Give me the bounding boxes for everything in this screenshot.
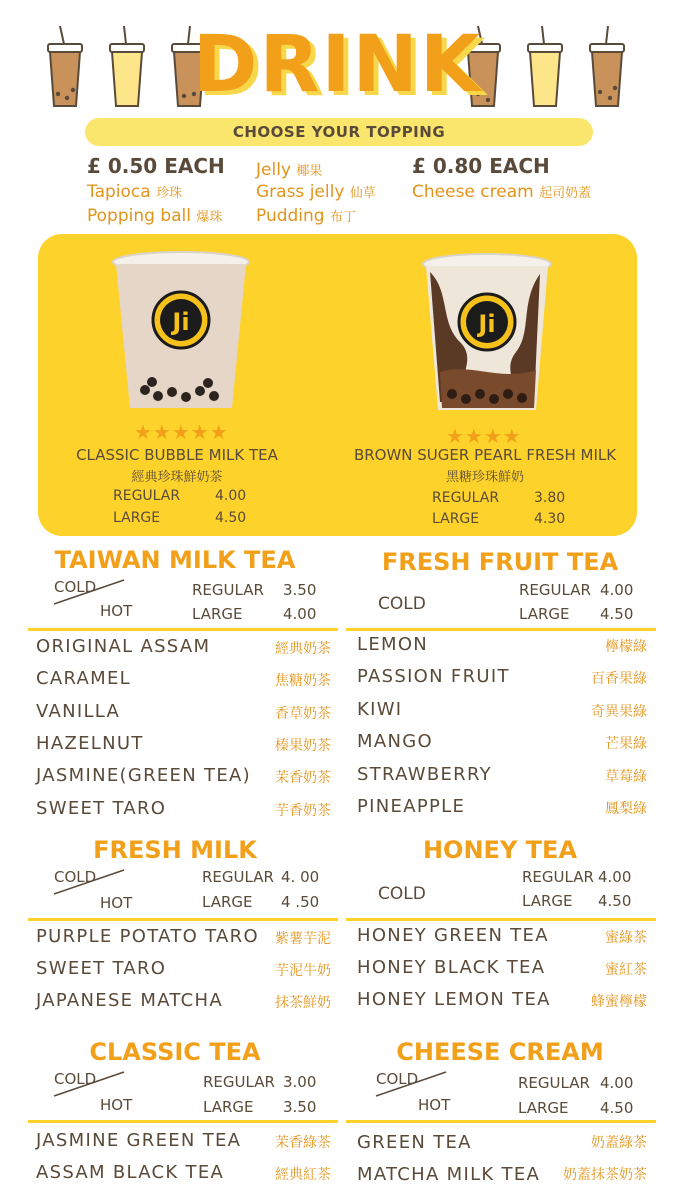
regular-label: REGULAR — [522, 868, 594, 886]
divider — [346, 1120, 656, 1123]
topping-item: Pudding 布丁 — [256, 206, 357, 226]
cup-logo: Ji — [172, 308, 190, 336]
regular-label: REGULAR — [432, 490, 500, 506]
section-title: CHEESE CREAM — [396, 1038, 604, 1066]
menu-item: MANGO — [357, 731, 433, 752]
menu-item-zh: 榛果奶茶 — [275, 738, 331, 754]
regular-label: REGULAR — [113, 488, 181, 504]
topping-item: Cheese cream 起司奶蓋 — [412, 182, 592, 202]
regular-label: REGULAR — [519, 581, 591, 599]
hot-label: HOT — [418, 1096, 451, 1114]
menu-item-zh: 紫薯芋泥 — [275, 931, 331, 947]
cold-label: COLD — [54, 578, 97, 596]
regular-price: 4.00 — [600, 1074, 634, 1092]
menu-item-zh: 百香果綠 — [591, 671, 647, 687]
large-price: 4.30 — [534, 511, 566, 527]
menu-item-zh: 鳳梨綠 — [605, 801, 647, 817]
regular-price: 3.00 — [283, 1073, 317, 1091]
large-price: 4.50 — [598, 892, 632, 910]
menu-item: GREEN TEA — [357, 1132, 472, 1153]
menu-item-zh: 芒果綠 — [605, 736, 647, 752]
regular-label: REGULAR — [192, 581, 264, 599]
menu-item: VANILLA — [36, 701, 121, 722]
cold-label: COLD — [378, 594, 426, 614]
hot-label: HOT — [100, 894, 133, 912]
cup-logo: Ji — [478, 310, 496, 338]
menu-item-zh: 蜜紅茶 — [605, 962, 647, 978]
menu-item-zh: 奶蓋綠茶 — [591, 1135, 647, 1151]
large-price: 4.50 — [600, 605, 634, 623]
cold-label: COLD — [54, 1070, 97, 1088]
menu-item: PURPLE POTATO TARO — [36, 926, 259, 947]
menu-item: HONEY BLACK TEA — [357, 957, 546, 978]
large-price: 4.00 — [283, 605, 317, 623]
menu-item-zh: 經典紅茶 — [275, 1167, 331, 1183]
menu-item-zh: 草莓綠 — [605, 769, 647, 785]
regular-label: REGULAR — [203, 1073, 275, 1091]
section-title: HONEY TEA — [422, 836, 578, 864]
menu-item: SWEET TARO — [36, 958, 167, 979]
brown-sugar-milk-image — [420, 252, 554, 417]
menu-item-zh: 奶蓋抹茶奶茶 — [563, 1167, 647, 1183]
featured-name-zh: 黑糖珍珠鮮奶 — [445, 470, 524, 485]
menu-item: HONEY GREEN TEA — [357, 925, 549, 946]
topping-item: Grass jelly 仙草 — [256, 182, 376, 202]
divider — [28, 1120, 338, 1123]
regular-price: 4.00 — [598, 868, 632, 886]
menu-item: HAZELNUT — [36, 733, 144, 754]
regular-label: REGULAR — [202, 868, 274, 886]
menu-item: MATCHA MILK TEA — [357, 1164, 541, 1185]
divider — [28, 918, 338, 921]
hot-label: HOT — [100, 1096, 133, 1114]
large-label: LARGE — [113, 510, 161, 526]
menu-item: PASSION FRUIT — [357, 666, 510, 687]
large-label: LARGE — [522, 892, 573, 910]
menu-item-zh: 焦糖奶茶 — [275, 673, 331, 689]
menu-item-zh: 茉香奶茶 — [275, 770, 331, 786]
large-label: LARGE — [519, 605, 570, 623]
topping-price-050: £ 0.50 EACH — [87, 154, 225, 178]
topping-price-080: £ 0.80 EACH — [412, 154, 550, 178]
menu-item: STRAWBERRY — [357, 764, 492, 785]
large-label: LARGE — [432, 511, 480, 527]
topping-item: Jelly 椰果 — [256, 160, 323, 180]
rating-stars: ★★★★★ — [134, 420, 229, 444]
menu-item-zh: 芋泥牛奶 — [275, 963, 331, 979]
section-title: FRESH MILK — [93, 836, 257, 864]
large-label: LARGE — [518, 1099, 569, 1117]
large-price: 4 .50 — [281, 893, 320, 911]
cold-label: COLD — [54, 868, 97, 886]
divider — [346, 628, 656, 631]
cold-label: COLD — [376, 1070, 419, 1088]
menu-item: JASMINE(GREEN TEA) — [36, 765, 251, 786]
section-title: CLASSIC TEA — [89, 1038, 261, 1066]
menu-item-zh: 經典奶茶 — [275, 641, 331, 657]
menu-item: ORIGINAL ASSAM — [36, 636, 211, 657]
menu-item-zh: 香草奶茶 — [275, 706, 331, 722]
regular-label: REGULAR — [518, 1074, 590, 1092]
menu-item-zh: 奇異果綠 — [591, 704, 647, 720]
menu-item-zh: 蜂蜜檸檬 — [591, 994, 647, 1010]
divider — [28, 628, 338, 631]
large-price: 4.50 — [600, 1099, 634, 1117]
menu-item-zh: 茉香綠茶 — [275, 1135, 331, 1151]
rating-stars: ★★★★ — [446, 424, 522, 448]
bubble-milk-tea-image — [110, 250, 252, 415]
menu-item: JAPANESE MATCHA — [36, 990, 223, 1011]
menu-item: CARAMEL — [36, 668, 132, 689]
menu-item: PINEAPPLE — [357, 796, 466, 817]
topping-item: Popping ball 爆珠 — [87, 206, 223, 226]
large-price: 3.50 — [283, 1098, 317, 1116]
regular-price: 4. 00 — [281, 868, 320, 886]
large-label: LARGE — [202, 893, 253, 911]
large-price: 4.50 — [215, 510, 247, 526]
topping-banner: CHOOSE YOUR TOPPING — [85, 118, 593, 146]
large-label: LARGE — [192, 605, 243, 623]
menu-item: HONEY LEMON TEA — [357, 989, 551, 1010]
menu-item-zh: 芋香奶茶 — [275, 803, 331, 819]
regular-price: 3.80 — [534, 490, 566, 506]
divider — [346, 918, 656, 921]
large-label: LARGE — [203, 1098, 254, 1116]
menu-item: KIWI — [357, 699, 403, 720]
featured-name: CLASSIC BUBBLE MILK TEA — [76, 446, 278, 464]
featured-name-zh: 經典珍珠鮮奶茶 — [131, 470, 223, 485]
section-title: FRESH FRUIT TEA — [381, 548, 619, 576]
menu-item: LEMON — [357, 634, 429, 655]
menu-item-zh: 抹茶鮮奶 — [275, 995, 331, 1011]
section-title: TAIWAN MILK TEA — [54, 546, 296, 574]
hot-label: HOT — [100, 602, 133, 620]
regular-price: 4.00 — [215, 488, 247, 504]
menu-item: JASMINE GREEN TEA — [36, 1130, 242, 1151]
menu-item: SWEET TARO — [36, 798, 167, 819]
menu-item-zh: 檸檬綠 — [605, 639, 647, 655]
regular-price: 3.50 — [283, 581, 317, 599]
cold-label: COLD — [378, 884, 426, 904]
menu-item-zh: 蜜綠茶 — [605, 930, 647, 946]
page-title: DRINK — [192, 20, 483, 110]
featured-name: BROWN SUGER PEARL FRESH MILK — [353, 446, 617, 464]
regular-price: 4.00 — [600, 581, 634, 599]
menu-item: ASSAM BLACK TEA — [36, 1162, 225, 1183]
topping-item: Tapioca 珍珠 — [87, 182, 183, 202]
